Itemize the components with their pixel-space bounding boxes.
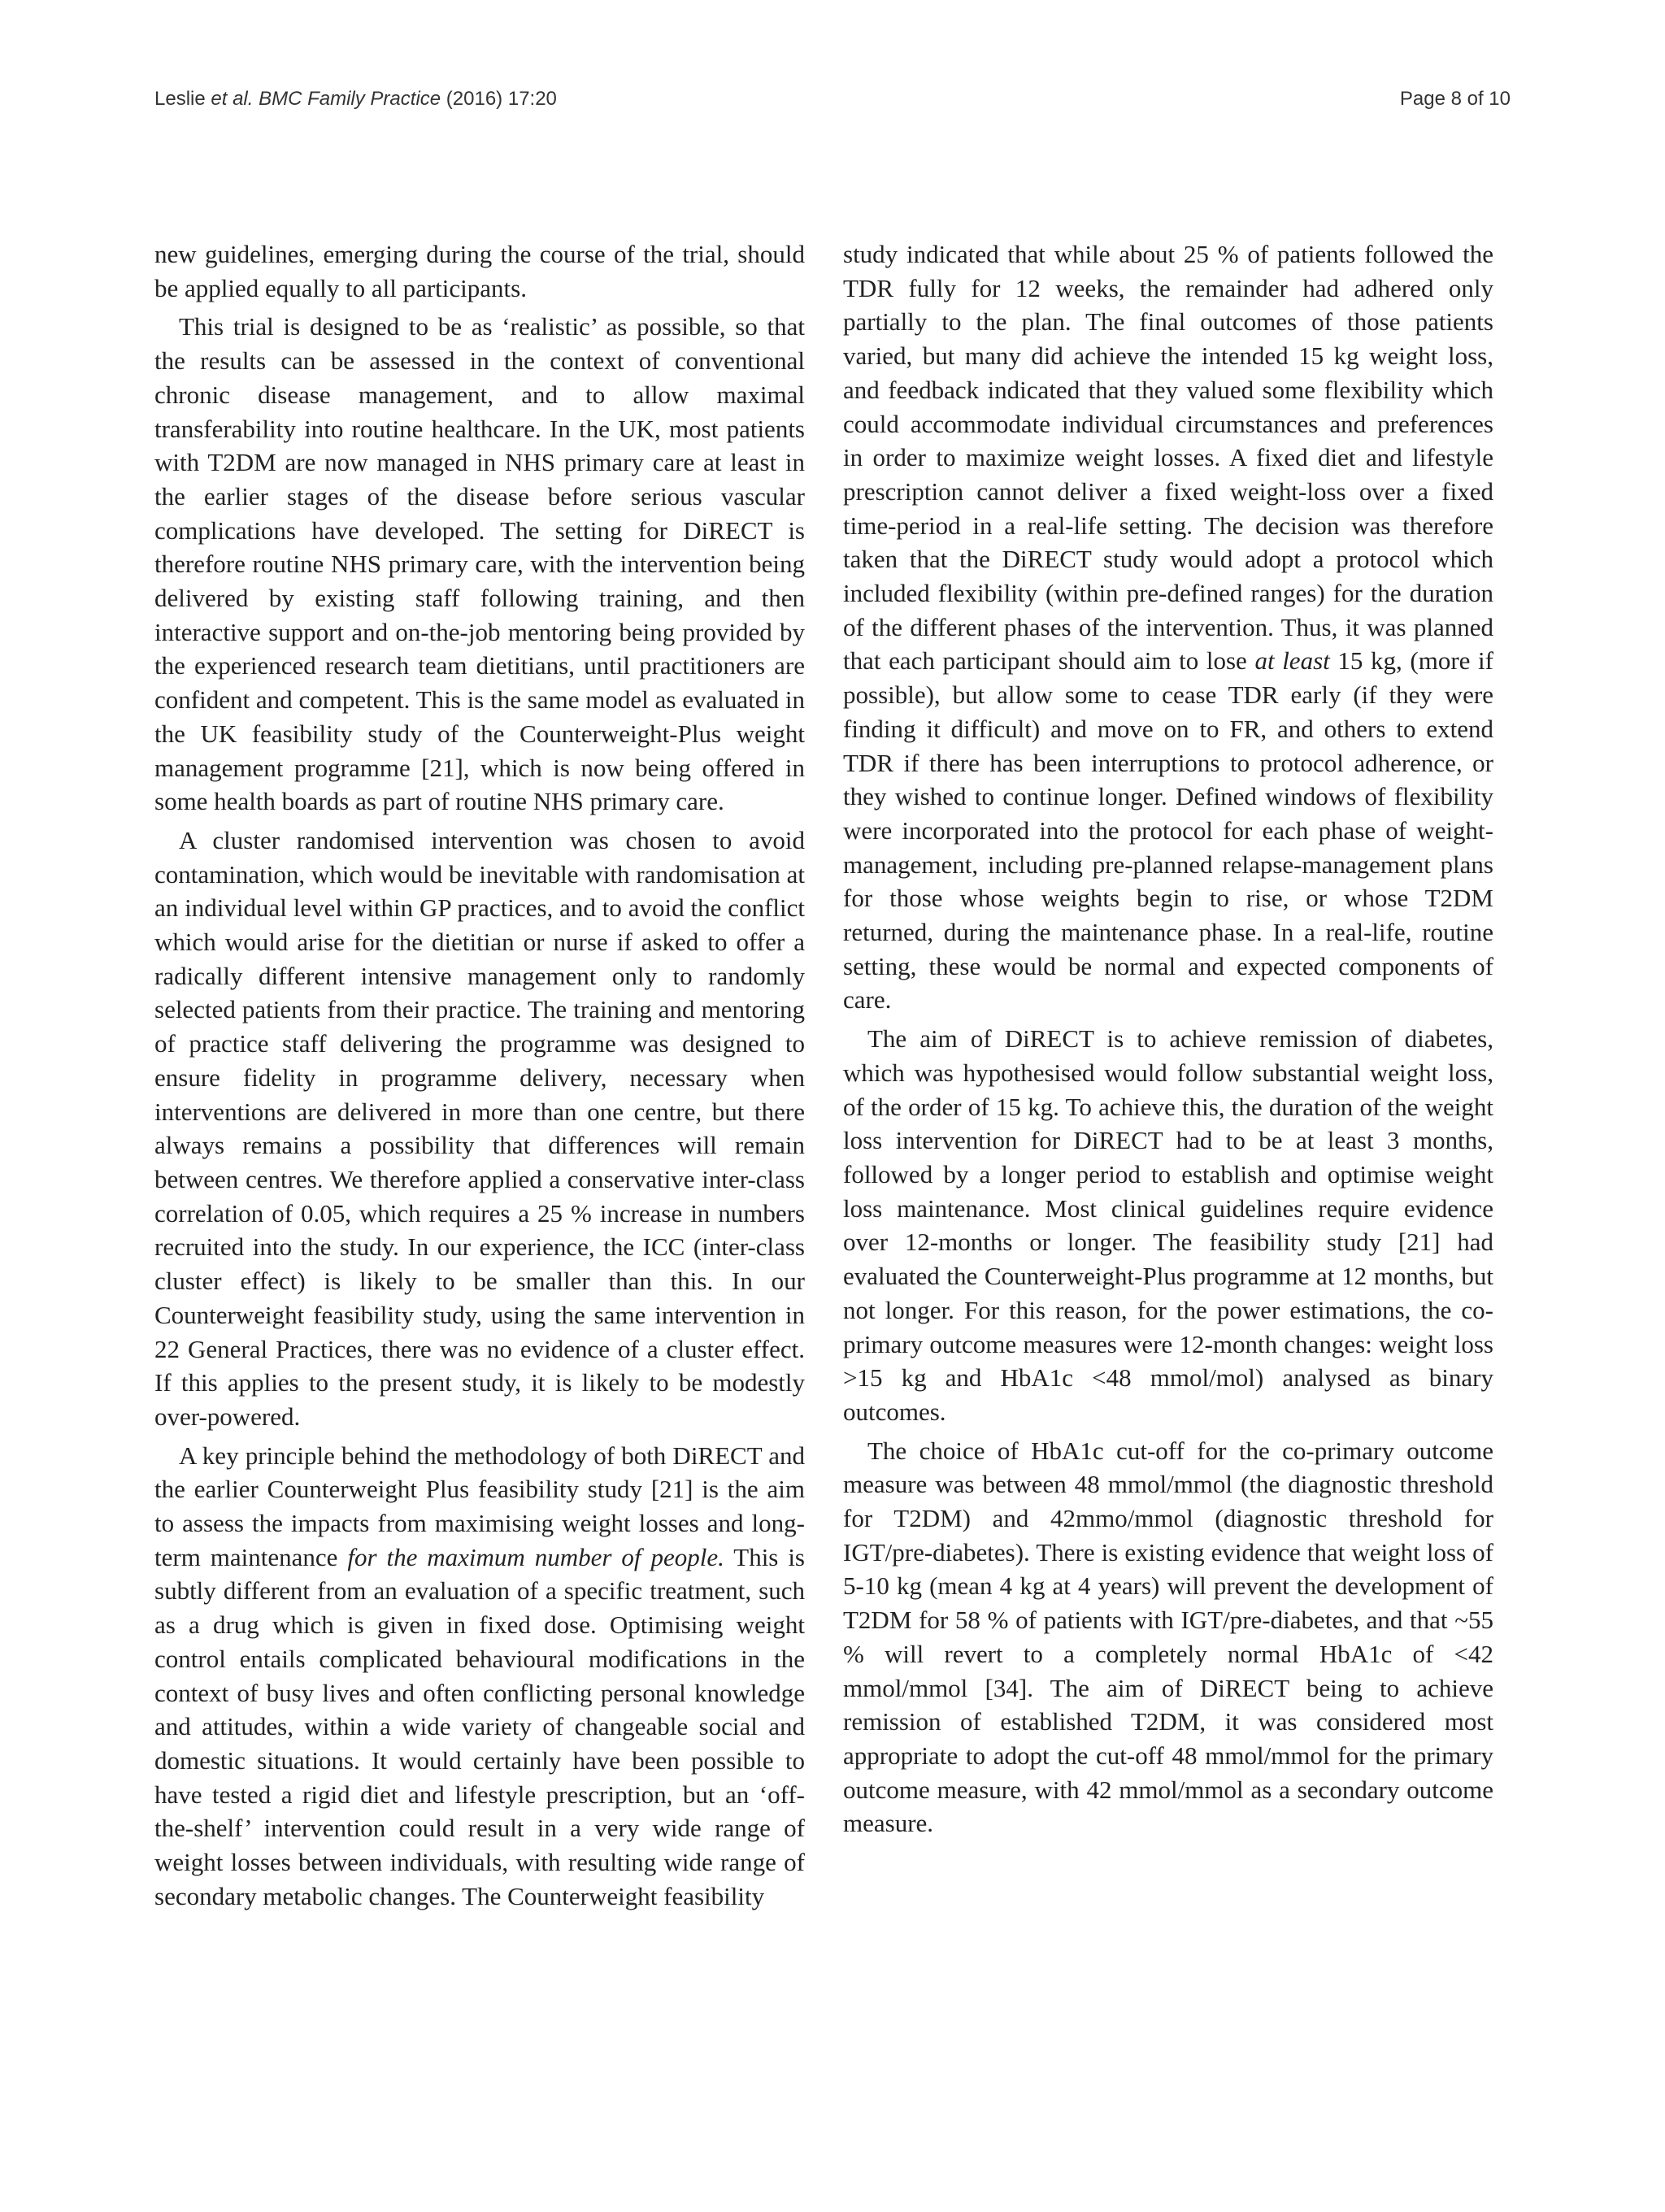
text-run: A key principle behind the methodology of both DiRECT and the earlier Counterweight Plus feasibility study [21] is the aim to assess the impacts from maximising weight losses and long-term maintenance [154, 1441, 805, 1571]
paragraph: A cluster randomised intervention was chosen to avoid contamination, which would be inevitable with randomisation at an individual level within GP practices, and to avoid the conflict which would arise for the dietitian or nurse if asked to offer a radically different intensive management only to randomly selected patients from their practice. The training and mentoring of practice staff delivering the programme was designed to ensure fidelity in programme delivery, necessary when interventions are delivered in more than one centre, but there always remains a possibility that differences will remain between centres. We therefore applied a conservative inter-class correlation of 0.05, which requires a 25 % increase in numbers recruited into the study. In our experience, the ICC (inter-class cluster effect) is likely to be smaller than this. In our Counterweight feasibility study, using the same intervention in 22 General Practices, there was no evidence of a cluster effect. If this applies to the present study, it is likely to be modestly over-powered. [154, 825, 805, 1431]
header-etal: et al. [211, 88, 254, 110]
text-run: This is subtly different from an evaluation of a specific treatment, such as a drug which is given in fixed dose. Optimising weight control entails complicated behavioural modifications in the context of busy lives and often conflicting personal knowledge and attitudes, within a wide variety of changeable social and domestic situations. It would certainly have been possible to have tested a rigid diet and lifestyle prescription, but an ‘off-the-shelf’ intervention could result in a very wide range of weight losses between individuals, with resulting wide range of secondary metabolic changes. The Counterweight feasibility [154, 1542, 805, 1910]
page-number: Page 8 of 10 [1399, 88, 1511, 110]
paragraph: This trial is designed to be as ‘realistic’ as possible, so that the results can be assessed in the context of conventional chronic disease management, and to allow maximal transferability into routine healthcare. In the UK, most patients with T2DM are now managed in NHS primary care at least in the earlier stages of the disease before serious vascular complications have developed. The setting for DiRECT is therefore routine NHS primary care, with the intervention being delivered by existing staff following training, and then interactive support and on-the-job mentoring being provided by the experienced research team dietitians, until practitioners are confident and competent. This is the same model as evaluated in the UK feasibility study of the Counterweight-Plus weight management programme [21], which is now being offered in some health boards as part of routine NHS primary care. [154, 312, 805, 816]
paragraph [843, 237, 1493, 1017]
left-column [154, 237, 805, 1918]
paragraph [154, 1439, 805, 1914]
paragraph: new guidelines, emerging during the course of the trial, should be applied equally to all participants. [154, 240, 805, 302]
paragraph: The choice of HbA1c cut-off for the co-primary outcome measure was between 48 mmol/mmol (the diagnostic threshold for T2DM) and 42mmo/mmol (diagnostic threshold for IGT/pre-diabetes). There is existing evidence that weight loss of 5-10 kg (mean 4 kg at 4 years) will prevent the development of T2DM for 58 % of patients with IGT/pre-diabetes, and that ~55 % will revert to a completely normal HbA1c of <42 mmol/mmol [34]. The aim of DiRECT being to achieve remission of established T2DM, it was considered most appropriate to adopt the cut-off 48 mmol/mmol for the primary outcome measure, with 42 mmol/mmol as a secondary outcome measure. [843, 1436, 1493, 1838]
emphasis-text: at least [1254, 646, 1330, 676]
emphasis-text: for the maximum number of people. [347, 1542, 724, 1571]
running-header [154, 88, 1511, 120]
text-run: 15 kg, (more if possible), but allow some to cease TDR early (if they were finding it difficult) and move on to FR, and others to extend TDR if there has been interruptions to protocol adherence, or they wished to continue longer. Defined windows of flexibility were incorporated into the protocol for each phase of weight-management, including pre-planned relapse-management plans for those whose weights begin to rise, or whose T2DM returned, during the maintenance phase. In a real-life, routine setting, these would be normal and expected components of care. [843, 646, 1493, 1015]
header-journal: BMC Family Practice [259, 88, 441, 110]
text-run: study indicated that while about 25 % of patients followed the TDR fully for 12 weeks, the remainder had adhered only partially to the plan. The final outcomes of those patients varied, but many did achieve the intended 15 kg weight loss, and feedback indicated that they valued some flexibility which could accommodate individual circumstances and preferences in order to maximize weight losses. A fixed diet and lifestyle prescription cannot deliver a fixed weight-loss over a fixed time-period in a real-life setting. The decision was therefore taken that the DiRECT study would adopt a protocol which included flexibility (within pre-defined ranges) for the duration of the different phases of the intervention. Thus, it was planned that each participant should aim to lose [843, 240, 1493, 676]
header-citation [154, 88, 557, 111]
paragraph: The aim of DiRECT is to achieve remission of diabetes, which was hypothesised would follow substantial weight loss, of the order of 15 kg. To achieve this, the duration of the weight loss intervention for DiRECT had to be at least 3 months, followed by a longer period to establish and optimise weight loss maintenance. Most clinical guidelines require evidence over 12-months or longer. The feasibility study [21] had evaluated the Counterweight-Plus programme at 12 months, but not longer. For this reason, for the power estimations, the co-primary outcome measures were 12-month changes: weight loss >15 kg and HbA1c <48 mmol/mol) analysed as binary outcomes. [843, 1024, 1493, 1426]
right-column [843, 237, 1493, 1845]
header-authors: Leslie [154, 88, 206, 110]
header-year-volume: (2016) 17:20 [446, 88, 557, 110]
